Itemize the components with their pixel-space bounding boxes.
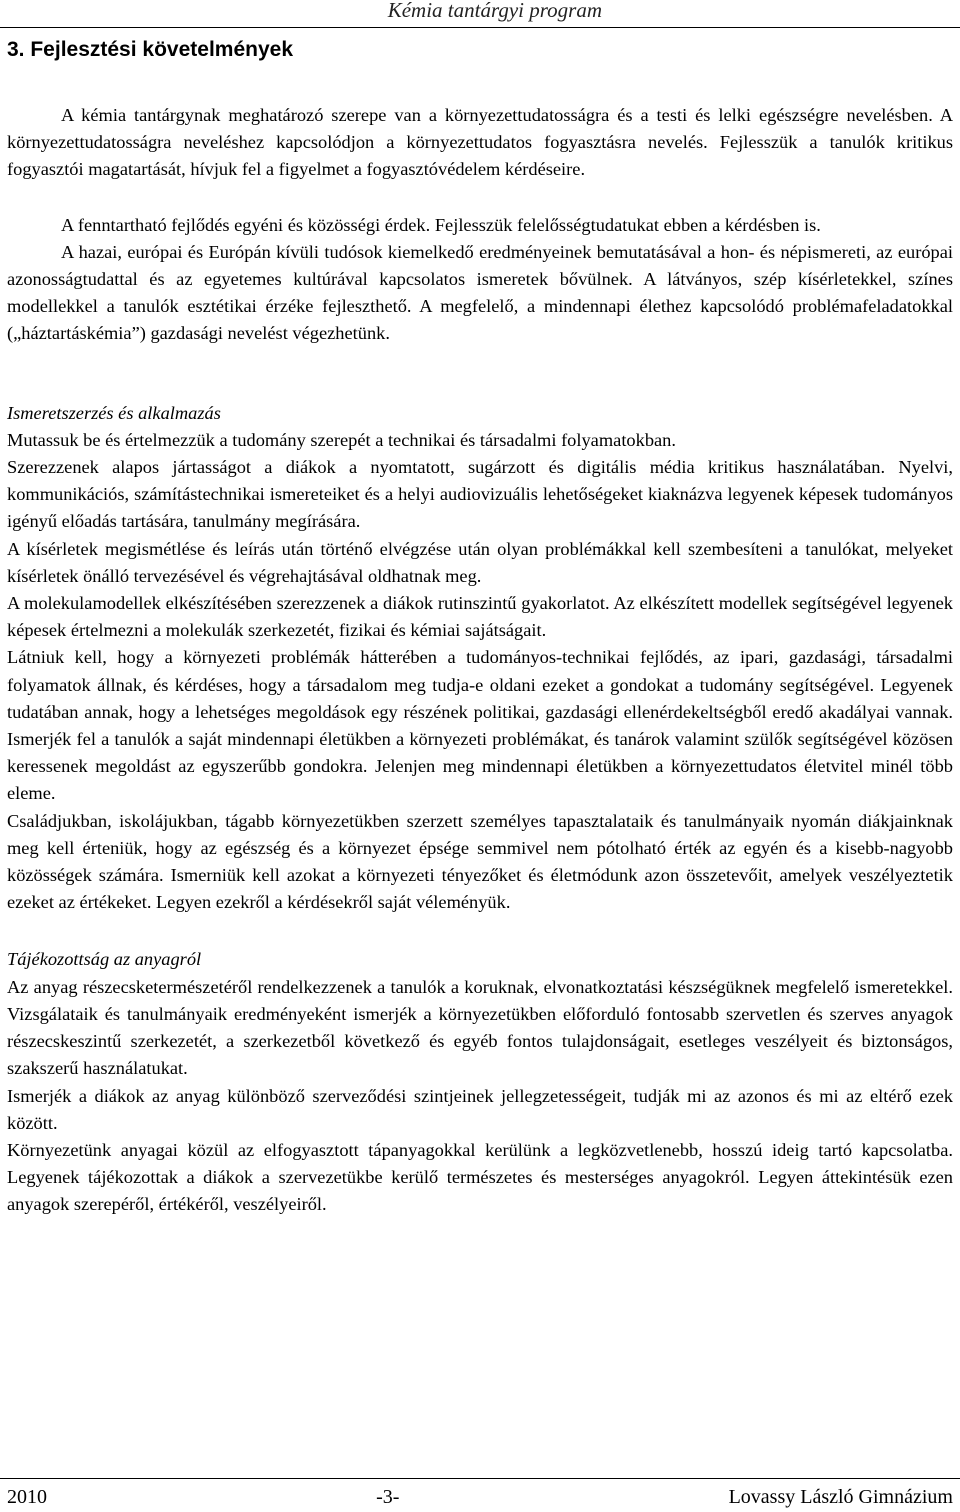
footer-divider (0, 1478, 960, 1479)
section-heading-knowledge: Ismeretszerzés és alkalmazás (7, 402, 221, 423)
section2-paragraph-2: Ismerjék a diákok az anyag különböző szerveződési szintjeinek jellegzetességeit, tudják mi az azonos és mi az eltérő ezek között. (7, 1085, 953, 1133)
running-title: Kémia tantárgyi program (387, 0, 602, 22)
page-title: 3. Fejlesztési követelmények (7, 38, 293, 61)
section1-paragraph-5: Látniuk kell, hogy a környezeti problémák hátterében a tudományos-technikai fejlődés, az ipari, gazdasági, társadalmi folyamatok állnak, és kérdéses, hogy a társadalom meg tudja-e oldani ezeket a gondokat a tudomány segítségével. Legyenek tudatában annak, hogy a lehetséges megoldások egy részének politikai, gazdasági ellenérdekeltségből eredő akadályai vannak. Ismerjék fel a tanulók a saját mindennapi életükben a környezeti problémákat, és tanárok valamint szülők segítségével közösen keressenek megoldást az egyszerűbb gondokra. Jelenjen meg mindennapi életükben a környezettudatos életvitel minél több eleme. (7, 647, 953, 804)
section2-paragraph-1: Az anyag részecsketermészetéről rendelkezzenek a tanulók a koruknak, elvonatkoztatási készségüknek megfelelő ismeretekkel. Vizsgálataik és tanulmányaik eredményeként ismerjék a környezetükben előforduló fontosabb szervetlen és szerves anyagok részecskeszintű szerkezetét, a szerkezetből következő és egyéb fontos tulajdonságait, esetleges veszélyeit és biztonságos, szakszerű használatukat. (7, 976, 953, 1079)
section1-paragraph-3: A kísérletek megismétlése és leírás után történő elvégzése után olyan problémákkal kell szembesíteni a tanulókat, melyeket kísérletek önálló tervezésével és végrehajtásával oldhatnak meg. (7, 538, 953, 586)
section1-paragraph-6: Családjukban, iskolájukban, tágabb környezetükben szerzett személyes tapasztalataik és tanulmányaik nyomán diákjainknak meg kell érteniük, hogy az egészség és a környezet épsége semmivel nem pótolható érték az egyén és a kisebb-nagyobb közösségek számára. Ismerniük kell azokat a környezeti tényezőket és életmódunk azon összetevőit, amelyek veszélyeztetik ezeket az értékeket. Legyen ezekről a kérdésekről saját véleményük. (7, 810, 953, 913)
section1-paragraph-4: A molekulamodellek elkészítésében szerezzenek a diákok rutinszintű gyakorlatot. Az elkészített modellek segítségével legyenek képesek értelmezni a molekulák szerkezetét, fizikai és kémiai sajátságait. (7, 593, 953, 641)
section-heading-matter: Tájékozottság az anyagról (7, 949, 202, 970)
footer-year: 2010 (7, 1486, 47, 1508)
intro-paragraph-1: A kémia tantárgynak meghatározó szerepe van a környezettudatosságra és a testi és lelki egészségre nevelésben. A környezettudatosságra neveléshez kapcsolódjon a környezettudatos fogyasztásra nevelés. Fejlesszük a tanulók kritikus fogyasztói magatartását, hívjuk fel a figyelmet a fogyasztóvédelem kérdéseire. (7, 105, 953, 180)
header-divider (0, 27, 960, 28)
section1-paragraph-2: Szerezzenek alapos jártasságot a diákok a nyomtatott, sugárzott és digitális média kritikus használatában. Nyelvi, kommunikációs, számítástechnikai ismereteiket és a helyi audiovizuális lehetőségeket kiaknázva legyenek képesek tudományos igényű előadás tartására, tanulmány megírására. (7, 457, 953, 532)
section1-paragraph-1: Mutassuk be és értelmezzük a tudomány szerepét a technikai és társadalmi folyamatokban. (7, 429, 676, 450)
page-number: -3- (376, 1486, 400, 1508)
footer-school: Lovassy László Gimnázium (728, 1486, 953, 1508)
section2-paragraph-3: Környezetünk anyagai közül az elfogyasztott tápanyagokkal kerülünk a legközvetlenebb, hosszú ideig tartó kapcsolatba. Legyenek tájékozottak a diákok a szervezetükbe kerülő természetes és mesterséges anyagokról. Legyen áttekintésük ezen anyagok szerepéről, értékéről, veszélyeiről. (7, 1139, 953, 1215)
intro-paragraph-3: A hazai, európai és Európán kívüli tudósok kiemelkedő eredményeinek bemutatásával a hon- és népismereti, az európai azonosságtudattal és az egyetemes kultúrával kapcsolatos ismeretek bővülnek. A látványos, szép kísérletekkel, színes modellekkel a tanulók esztétikai érzéke fejleszthető. A megfelelő, a mindennapi élethez kapcsolódó problémafeladatokkal („háztartáskémia”) gazdasági nevelést végezhetünk. (7, 241, 953, 344)
intro-paragraph-2: A fenntartható fejlődés egyéni és közösségi érdek. Fejlesszük felelősségtudatukat ebben a kérdésben is. (61, 214, 821, 235)
page-footer (7, 1484, 953, 1510)
document-body (7, 102, 953, 1219)
